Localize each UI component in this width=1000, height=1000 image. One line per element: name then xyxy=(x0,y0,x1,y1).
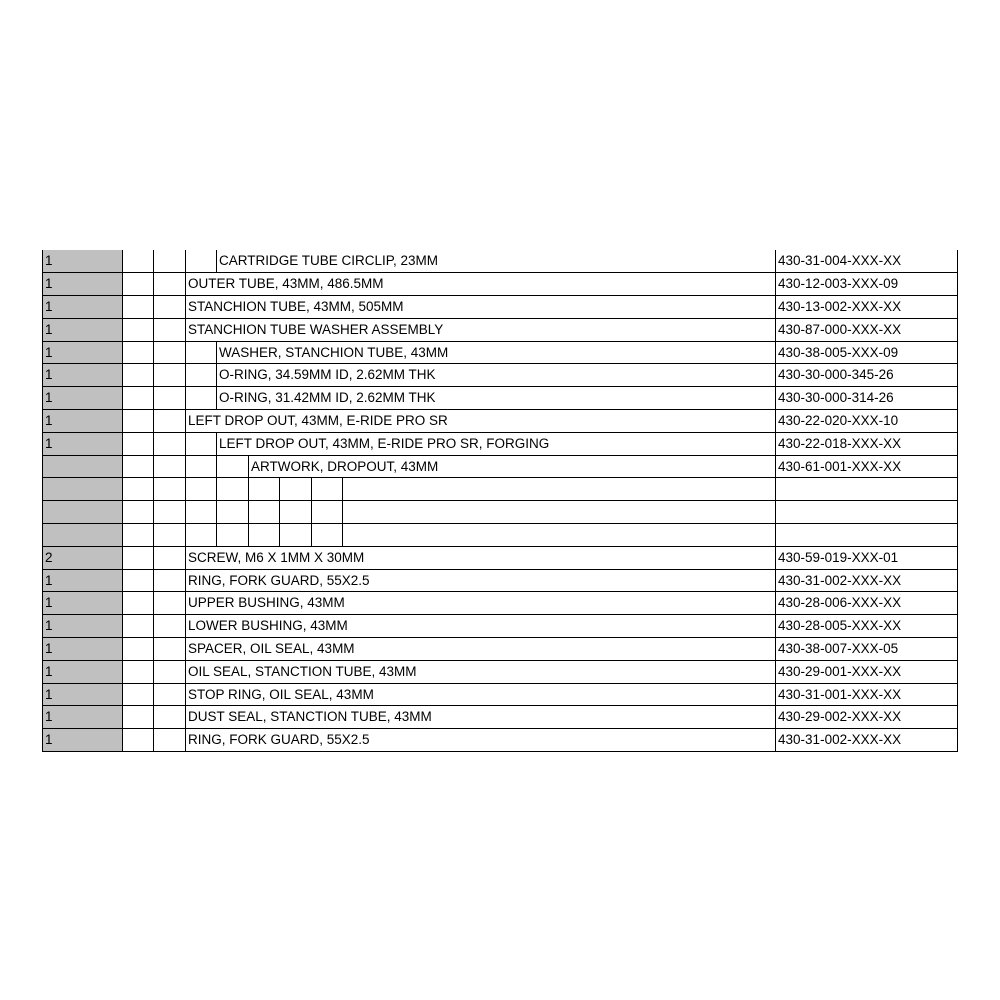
blank-cell xyxy=(123,683,154,706)
indent-cell xyxy=(217,524,249,547)
part-number-cell: 430-30-000-345-26 xyxy=(776,364,958,387)
table-row xyxy=(43,660,958,683)
blank-cell xyxy=(123,546,154,569)
blank-cell xyxy=(123,615,154,638)
table-row xyxy=(43,273,958,296)
table-row xyxy=(43,341,958,364)
blank-cell xyxy=(123,569,154,592)
part-number-cell: 430-22-020-XXX-10 xyxy=(776,410,958,433)
table-row xyxy=(43,683,958,706)
description-cell: OIL SEAL, STANCTION TUBE, 43MM xyxy=(186,660,776,683)
part-number-cell xyxy=(776,478,958,501)
blank-cell xyxy=(123,729,154,752)
part-number-cell: 430-29-001-XXX-XX xyxy=(776,660,958,683)
blank-cell xyxy=(154,478,186,501)
blank-cell xyxy=(154,615,186,638)
blank-cell xyxy=(154,638,186,661)
indent-cell xyxy=(312,524,343,547)
quantity-cell: 1 xyxy=(43,432,123,455)
table-row xyxy=(43,501,958,524)
quantity-cell: 1 xyxy=(43,569,123,592)
indent-cell xyxy=(312,501,343,524)
part-number-cell: 430-87-000-XXX-XX xyxy=(776,318,958,341)
blank-cell xyxy=(154,683,186,706)
blank-cell xyxy=(154,250,186,273)
quantity-cell: 1 xyxy=(43,318,123,341)
quantity-cell: 1 xyxy=(43,729,123,752)
indent-cell xyxy=(249,501,280,524)
indent-cell xyxy=(186,364,217,387)
description-cell: STANCHION TUBE, 43MM, 505MM xyxy=(186,296,776,319)
part-number-cell: 430-31-002-XXX-XX xyxy=(776,729,958,752)
blank-cell xyxy=(123,592,154,615)
blank-cell xyxy=(123,660,154,683)
description-cell: STANCHION TUBE WASHER ASSEMBLY xyxy=(186,318,776,341)
part-number-cell: 430-31-004-XXX-XX xyxy=(776,250,958,273)
blank-cell xyxy=(123,524,154,547)
indent-cell xyxy=(280,501,312,524)
blank-cell xyxy=(154,501,186,524)
description-cell: O-RING, 31.42MM ID, 2.62MM THK xyxy=(217,387,776,410)
quantity-cell: 1 xyxy=(43,296,123,319)
description-cell xyxy=(343,524,776,547)
part-number-cell: 430-29-002-XXX-XX xyxy=(776,706,958,729)
table-row xyxy=(43,592,958,615)
table-row xyxy=(43,455,958,478)
indent-cell xyxy=(280,524,312,547)
description-cell xyxy=(343,478,776,501)
table-row xyxy=(43,546,958,569)
indent-cell xyxy=(312,478,343,501)
description-cell: SCREW, M6 X 1MM X 30MM xyxy=(186,546,776,569)
part-number-cell: 430-22-018-XXX-XX xyxy=(776,432,958,455)
blank-cell xyxy=(154,432,186,455)
description-cell: CARTRIDGE TUBE CIRCLIP, 23MM xyxy=(217,250,776,273)
quantity-cell xyxy=(43,455,123,478)
table-row xyxy=(43,364,958,387)
table-row xyxy=(43,615,958,638)
indent-cell xyxy=(217,478,249,501)
description-cell: WASHER, STANCHION TUBE, 43MM xyxy=(217,341,776,364)
blank-cell xyxy=(154,524,186,547)
bill-of-materials-table xyxy=(42,250,958,752)
blank-cell xyxy=(154,569,186,592)
quantity-cell: 1 xyxy=(43,387,123,410)
blank-cell xyxy=(123,341,154,364)
description-cell: RING, FORK GUARD, 55X2.5 xyxy=(186,729,776,752)
table-row xyxy=(43,250,958,273)
blank-cell xyxy=(123,364,154,387)
description-cell: ARTWORK, DROPOUT, 43MM xyxy=(249,455,776,478)
blank-cell xyxy=(123,501,154,524)
blank-cell xyxy=(154,273,186,296)
description-cell: STOP RING, OIL SEAL, 43MM xyxy=(186,683,776,706)
blank-cell xyxy=(123,250,154,273)
blank-cell xyxy=(123,387,154,410)
description-cell: O-RING, 34.59MM ID, 2.62MM THK xyxy=(217,364,776,387)
description-cell: SPACER, OIL SEAL, 43MM xyxy=(186,638,776,661)
table-row xyxy=(43,638,958,661)
table-row xyxy=(43,478,958,501)
quantity-cell: 1 xyxy=(43,706,123,729)
description-cell xyxy=(343,501,776,524)
quantity-cell: 2 xyxy=(43,546,123,569)
blank-cell xyxy=(154,660,186,683)
blank-cell xyxy=(123,296,154,319)
quantity-cell: 1 xyxy=(43,273,123,296)
indent-cell xyxy=(249,524,280,547)
quantity-cell: 1 xyxy=(43,660,123,683)
part-number-cell: 430-30-000-314-26 xyxy=(776,387,958,410)
blank-cell xyxy=(154,455,186,478)
description-cell: UPPER BUSHING, 43MM xyxy=(186,592,776,615)
indent-cell xyxy=(186,341,217,364)
quantity-cell: 1 xyxy=(43,364,123,387)
part-number-cell: 430-28-006-XXX-XX xyxy=(776,592,958,615)
indent-cell xyxy=(186,432,217,455)
part-number-cell: 430-59-019-XXX-01 xyxy=(776,546,958,569)
description-cell: RING, FORK GUARD, 55X2.5 xyxy=(186,569,776,592)
blank-cell xyxy=(123,318,154,341)
quantity-cell: 1 xyxy=(43,341,123,364)
blank-cell xyxy=(154,318,186,341)
indent-cell xyxy=(186,250,217,273)
quantity-cell: 1 xyxy=(43,592,123,615)
indent-cell xyxy=(217,455,249,478)
table-row xyxy=(43,318,958,341)
description-cell: LEFT DROP OUT, 43MM, E-RIDE PRO SR xyxy=(186,410,776,433)
blank-cell xyxy=(123,410,154,433)
part-number-cell xyxy=(776,524,958,547)
description-cell: OUTER TUBE, 43MM, 486.5MM xyxy=(186,273,776,296)
blank-cell xyxy=(123,706,154,729)
quantity-cell: 1 xyxy=(43,250,123,273)
table-row xyxy=(43,432,958,455)
quantity-cell: 1 xyxy=(43,683,123,706)
blank-cell xyxy=(154,387,186,410)
table-row xyxy=(43,296,958,319)
description-cell: DUST SEAL, STANCTION TUBE, 43MM xyxy=(186,706,776,729)
blank-cell xyxy=(154,341,186,364)
indent-cell xyxy=(217,501,249,524)
table-row xyxy=(43,524,958,547)
blank-cell xyxy=(154,706,186,729)
part-number-cell: 430-13-002-XXX-XX xyxy=(776,296,958,319)
blank-cell xyxy=(123,478,154,501)
indent-cell xyxy=(249,478,280,501)
part-number-cell: 430-28-005-XXX-XX xyxy=(776,615,958,638)
part-number-cell: 430-31-002-XXX-XX xyxy=(776,569,958,592)
blank-cell xyxy=(123,455,154,478)
blank-cell xyxy=(154,546,186,569)
part-number-cell xyxy=(776,501,958,524)
part-number-cell: 430-61-001-XXX-XX xyxy=(776,455,958,478)
blank-cell xyxy=(154,729,186,752)
description-cell: LEFT DROP OUT, 43MM, E-RIDE PRO SR, FORGING xyxy=(217,432,776,455)
bom-table-body xyxy=(43,250,958,752)
quantity-cell xyxy=(43,478,123,501)
blank-cell xyxy=(123,638,154,661)
blank-cell xyxy=(123,432,154,455)
table-row xyxy=(43,706,958,729)
blank-cell xyxy=(154,364,186,387)
quantity-cell: 1 xyxy=(43,638,123,661)
indent-cell xyxy=(280,478,312,501)
quantity-cell: 1 xyxy=(43,615,123,638)
blank-cell xyxy=(154,296,186,319)
table-row xyxy=(43,410,958,433)
indent-cell xyxy=(186,524,217,547)
blank-cell xyxy=(154,592,186,615)
indent-cell xyxy=(186,478,217,501)
description-cell: LOWER BUSHING, 43MM xyxy=(186,615,776,638)
table-row xyxy=(43,387,958,410)
quantity-cell: 1 xyxy=(43,410,123,433)
table-row xyxy=(43,729,958,752)
part-number-cell: 430-38-007-XXX-05 xyxy=(776,638,958,661)
indent-cell xyxy=(186,455,217,478)
table-row xyxy=(43,569,958,592)
indent-cell xyxy=(186,501,217,524)
indent-cell xyxy=(186,387,217,410)
blank-cell xyxy=(123,273,154,296)
quantity-cell xyxy=(43,501,123,524)
blank-cell xyxy=(154,410,186,433)
part-number-cell: 430-38-005-XXX-09 xyxy=(776,341,958,364)
part-number-cell: 430-31-001-XXX-XX xyxy=(776,683,958,706)
quantity-cell xyxy=(43,524,123,547)
part-number-cell: 430-12-003-XXX-09 xyxy=(776,273,958,296)
